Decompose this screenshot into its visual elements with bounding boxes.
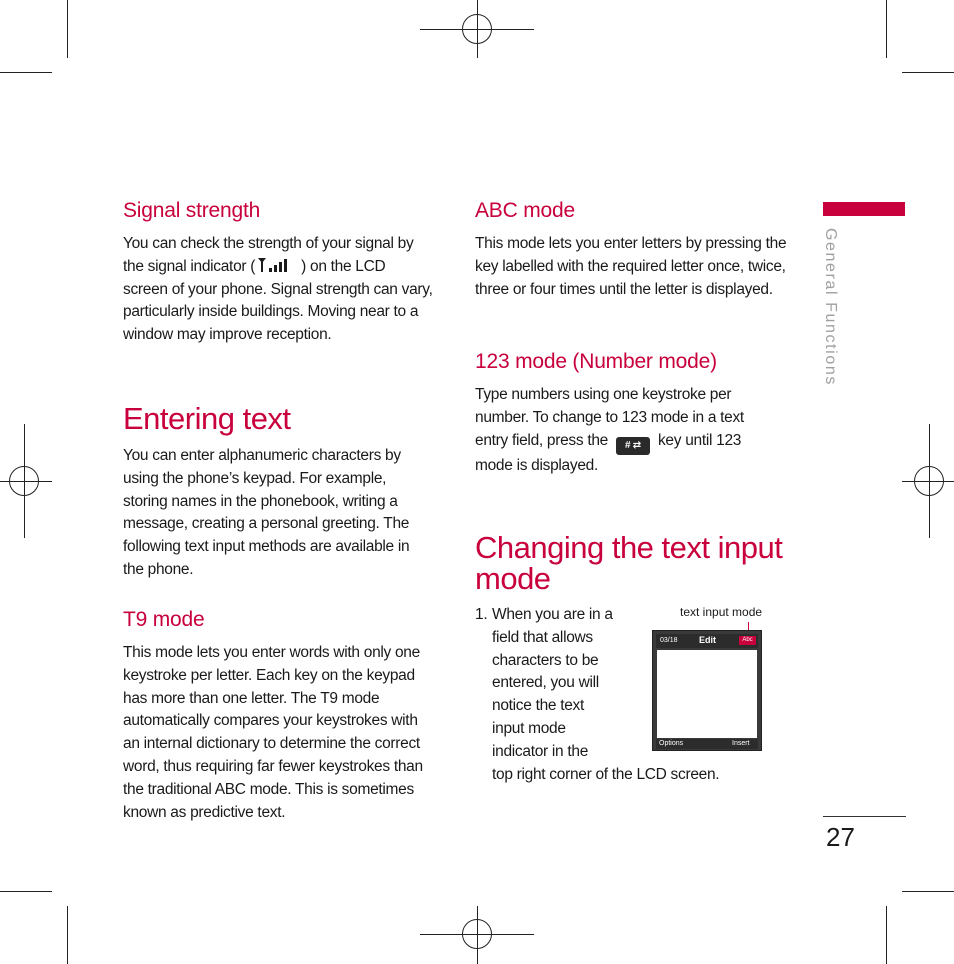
t9-text: This mode lets you enter words with only one keystroke per letter. Each key on the keypad has more than one letter. The T9 mode automatically compares your keystrokes with an internal dictionary to determine the correct word, thus requiring far fewer keystrokes than the traditional ABC mode. This is sometimes known as predictive text. (123, 644, 423, 821)
page-number-rule (823, 816, 906, 817)
abc-heading: ABC mode (475, 199, 575, 222)
crop-mark (67, 906, 68, 964)
changing-heading: Changing the text input mode (475, 530, 783, 596)
entering-text: You can enter alphanumeric characters by using the phone’s keypad. For example, storing names in the phonebook, writing a message, creating a personal greeting. The following text input methods are available in the phone. (123, 447, 410, 578)
registration-circle (462, 14, 492, 44)
crop-mark (0, 891, 52, 892)
phone-softkey-bar (656, 739, 758, 749)
step-number: 1. (475, 606, 488, 623)
crop-mark (67, 0, 68, 58)
registration-circle (462, 919, 492, 949)
crop-mark (902, 72, 954, 73)
registration-circle (914, 466, 944, 496)
char-counter: 03/18 (660, 637, 678, 644)
hash-key-icon: # ⇄ (616, 437, 650, 455)
crop-mark (0, 72, 52, 73)
entering-heading: Entering text (123, 401, 291, 436)
text-mode-indicator: Abc (739, 636, 756, 645)
number-mode-heading: 123 mode (Number mode) (475, 350, 717, 373)
step-line: top right corner of the LCD screen. (492, 765, 720, 783)
callout-label: text input mode (680, 605, 763, 619)
number-mode-paragraph (475, 384, 770, 477)
signal-heading: Signal strength (123, 199, 261, 222)
number-mode-text-a: Type numbers using one keystroke per number. To change to 123 mode in a text entry field, press the (475, 386, 744, 449)
abc-paragraph (475, 233, 790, 301)
insert-softkey: Insert (732, 740, 750, 747)
number-mode-text-b: key until 123 mode is displayed. (475, 431, 742, 474)
phone-screen-figure (652, 630, 762, 751)
signal-paragraph (123, 233, 433, 347)
step-line: When you are in a (492, 606, 613, 623)
signal-text-a: You can check the strength of your signal by the signal indicator ( (123, 235, 414, 275)
signal-text-b: ) on the LCD screen of your phone. Signal strength can vary, particularly inside buildings. Moving near to a window may improve reception. (123, 257, 433, 344)
abc-text: This mode lets you enter letters by pressing the key labelled with the required letter once, twice, three or four times until the letter is displayed. (475, 235, 787, 298)
signal-icon (255, 257, 301, 273)
step-line: field that allows (492, 628, 593, 646)
step-line: indicator in the (492, 742, 589, 760)
crop-mark (902, 891, 954, 892)
registration-circle (9, 466, 39, 496)
step-line: notice the text (492, 697, 585, 715)
phone-display (657, 650, 757, 738)
phone-title: Edit (699, 635, 716, 645)
step-line: input mode (492, 719, 566, 737)
crop-mark (886, 906, 887, 964)
t9-paragraph (123, 642, 437, 824)
options-softkey: Options (659, 740, 684, 747)
page-number: 27 (826, 822, 855, 852)
entering-paragraph (123, 445, 433, 582)
section-tab (823, 202, 905, 216)
crop-mark (886, 0, 887, 58)
t9-heading: T9 mode (123, 608, 205, 631)
section-label: General Functions (822, 228, 839, 386)
step-line: entered, you will (492, 674, 599, 692)
step-line: characters to be (492, 651, 599, 669)
